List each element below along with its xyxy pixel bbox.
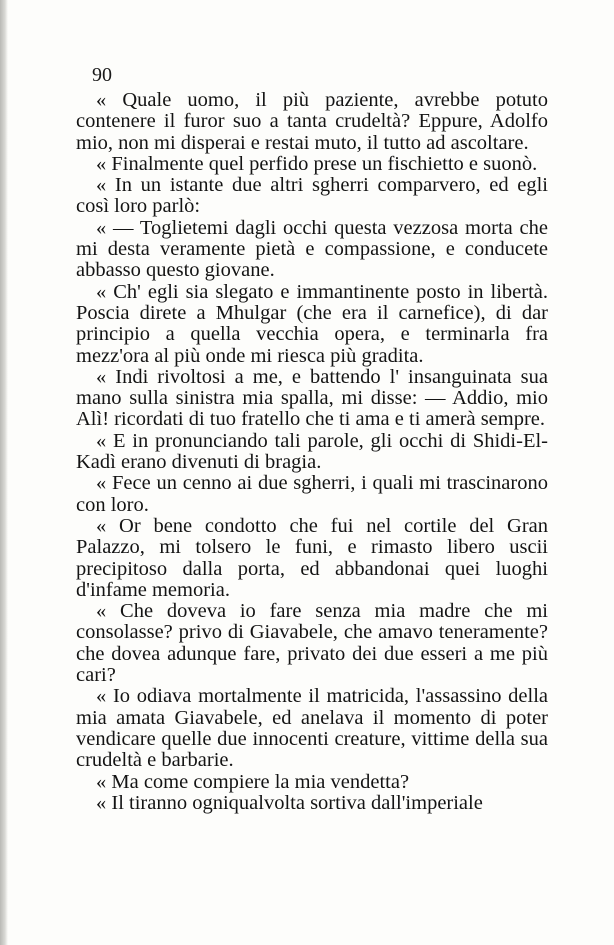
paragraph: « In un istante due altri sgherri comparvero, ed egli così loro parlò: bbox=[76, 174, 548, 218]
paragraph: « Or bene condotto che fui nel cortile del Gran Palazzo, mi tolsero le funi, e rimasto libero uscii precipitoso dalla porta, ed abbandonai quei luoghi d'infame memoria. bbox=[76, 514, 548, 601]
paragraph: « — Toglietemi dagli occhi questa vezzosa morta che mi desta veramente pietà e compassione, e conducete abbasso questo giovane. bbox=[76, 216, 548, 282]
paragraph: « Indi rivoltosi a me, e battendo l' insanguinata sua mano sulla sinistra mia spalla, mi disse: — Addio, mio Alì! ricordati di tuo fratello che ti ama e ti amerà sempre. bbox=[76, 365, 548, 431]
body-text bbox=[76, 90, 548, 814]
paragraph: « Fece un cenno ai due sgherri, i quali mi trascinarono con loro. bbox=[76, 472, 548, 516]
paragraph: « Ch' egli sia slegato e immantinente posto in libertà. Poscia direte a Mhulgar (che era il carnefice), di dar principio a quella vecchia opera, e terminarla fra mezz'ora al più onde mi riesca più gradita. bbox=[76, 280, 548, 367]
paragraph: « E in pronunciando tali parole, gli occhi di Shidi-El-Kadì erano divenuti di bragia. bbox=[76, 429, 548, 474]
paragraph: « Ma come compiere la mia vendetta? bbox=[96, 770, 410, 793]
paragraph: « Che doveva io fare senza mia madre che mi consolasse? privo di Giavabele, che amavo teneramente? che dovea adunque fare, privato dei due esseri a me più cari? bbox=[76, 600, 548, 687]
page-number: 90 bbox=[92, 64, 112, 86]
paragraph: « Il tiranno ogniqualvolta sortiva dall'imperiale bbox=[96, 791, 483, 814]
paragraph: « Finalmente quel perfido prese un fischietto e suonò. bbox=[96, 152, 538, 175]
page-gutter-shadow bbox=[0, 0, 8, 945]
paragraph: « Quale uomo, il più paziente, avrebbe potuto contenere il furor suo a tanta crudeltà? Eppure, Adolfo mio, non mi disperai e restai muto, il tutto ad ascoltare. bbox=[76, 89, 548, 154]
paragraph: « Io odiava mortalmente il matricida, l'assassino della mia amata Giavabele, ed anelava il momento di poter vendicare quelle due innocenti creature, vittime della sua crudeltà e barbarie. bbox=[76, 685, 548, 772]
